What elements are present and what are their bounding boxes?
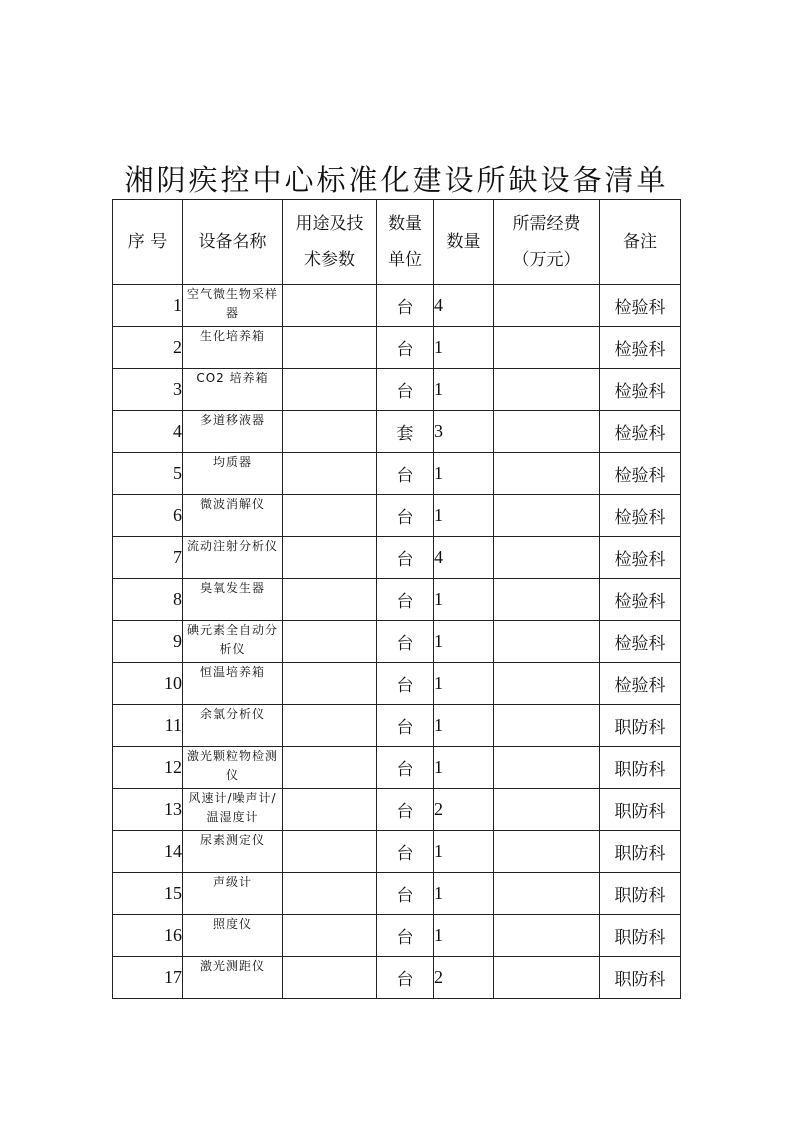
table-row xyxy=(113,579,681,621)
cell-cost xyxy=(494,453,600,495)
cell-unit: 台 xyxy=(377,873,434,915)
cell-cost xyxy=(494,621,600,663)
cell-unit: 台 xyxy=(377,705,434,747)
cell-unit: 台 xyxy=(377,957,434,999)
cell-note: 检验科 xyxy=(600,327,681,369)
cell-unit: 套 xyxy=(377,411,434,453)
cell-name: 风速计/噪声计/温湿度计 xyxy=(183,789,283,831)
header-unit xyxy=(377,200,434,285)
cell-name: 空气微生物采样器 xyxy=(183,285,283,327)
cell-usage xyxy=(283,621,377,663)
cell-qty: 1 xyxy=(434,873,494,915)
cell-name: 激光测距仪 xyxy=(183,957,283,999)
cell-name: 流动注射分析仪 xyxy=(183,537,283,579)
table-row xyxy=(113,369,681,411)
cell-cost xyxy=(494,915,600,957)
cell-cost xyxy=(494,957,600,999)
cell-usage xyxy=(283,327,377,369)
cell-cost xyxy=(494,663,600,705)
cell-usage xyxy=(283,453,377,495)
cell-seq: 15 xyxy=(113,873,183,915)
cell-qty: 1 xyxy=(434,579,494,621)
cell-note: 检验科 xyxy=(600,285,681,327)
cell-unit: 台 xyxy=(377,831,434,873)
table-row xyxy=(113,411,681,453)
cell-unit: 台 xyxy=(377,327,434,369)
header-row xyxy=(113,200,681,285)
cell-name: 碘元素全自动分析仪 xyxy=(183,621,283,663)
cell-cost xyxy=(494,495,600,537)
cell-note: 职防科 xyxy=(600,705,681,747)
cell-name: 均质器 xyxy=(183,453,283,495)
cell-note: 检验科 xyxy=(600,537,681,579)
cell-name: 生化培养箱 xyxy=(183,327,283,369)
cell-usage xyxy=(283,957,377,999)
header-unit-line2: 单位 xyxy=(388,250,422,270)
cell-seq: 11 xyxy=(113,705,183,747)
table-body xyxy=(113,285,681,999)
header-seq: 序 号 xyxy=(113,200,183,285)
cell-cost xyxy=(494,537,600,579)
cell-note: 检验科 xyxy=(600,495,681,537)
cell-unit: 台 xyxy=(377,453,434,495)
table-row xyxy=(113,831,681,873)
cell-name: 恒温培养箱 xyxy=(183,663,283,705)
cell-qty: 2 xyxy=(434,957,494,999)
table-row xyxy=(113,285,681,327)
cell-usage xyxy=(283,663,377,705)
header-unit-line1: 数量 xyxy=(388,214,422,234)
cell-usage xyxy=(283,579,377,621)
cell-cost xyxy=(494,705,600,747)
cell-seq: 17 xyxy=(113,957,183,999)
cell-note: 职防科 xyxy=(600,873,681,915)
cell-cost xyxy=(494,873,600,915)
cell-qty: 1 xyxy=(434,453,494,495)
cell-note: 检验科 xyxy=(600,621,681,663)
cell-unit: 台 xyxy=(377,747,434,789)
cell-seq: 9 xyxy=(113,621,183,663)
cell-qty: 3 xyxy=(434,411,494,453)
cell-name: 微波消解仪 xyxy=(183,495,283,537)
header-cost-line1: 所需经费 xyxy=(512,214,581,234)
cell-qty: 1 xyxy=(434,831,494,873)
cell-name: 声级计 xyxy=(183,873,283,915)
cell-usage xyxy=(283,747,377,789)
cell-seq: 10 xyxy=(113,663,183,705)
cell-usage xyxy=(283,873,377,915)
cell-cost xyxy=(494,789,600,831)
cell-cost xyxy=(494,831,600,873)
table-row xyxy=(113,747,681,789)
cell-cost xyxy=(494,411,600,453)
cell-qty: 1 xyxy=(434,915,494,957)
table-row xyxy=(113,621,681,663)
table-row xyxy=(113,663,681,705)
cell-qty: 2 xyxy=(434,789,494,831)
cell-usage xyxy=(283,789,377,831)
cell-unit: 台 xyxy=(377,285,434,327)
header-cost xyxy=(494,200,600,285)
table-row xyxy=(113,495,681,537)
cell-note: 职防科 xyxy=(600,915,681,957)
cell-qty: 4 xyxy=(434,537,494,579)
cell-qty: 1 xyxy=(434,747,494,789)
cell-usage xyxy=(283,495,377,537)
header-usage xyxy=(283,200,377,285)
cell-name: 多道移液器 xyxy=(183,411,283,453)
table-row xyxy=(113,957,681,999)
cell-unit: 台 xyxy=(377,537,434,579)
cell-qty: 1 xyxy=(434,705,494,747)
cell-note: 检验科 xyxy=(600,411,681,453)
cell-note: 检验科 xyxy=(600,579,681,621)
cell-name: 臭氧发生器 xyxy=(183,579,283,621)
cell-name: 尿素测定仪 xyxy=(183,831,283,873)
table-row xyxy=(113,873,681,915)
cell-seq: 4 xyxy=(113,411,183,453)
cell-seq: 16 xyxy=(113,915,183,957)
cell-unit: 台 xyxy=(377,621,434,663)
cell-usage xyxy=(283,915,377,957)
cell-unit: 台 xyxy=(377,663,434,705)
cell-note: 职防科 xyxy=(600,957,681,999)
cell-qty: 1 xyxy=(434,369,494,411)
table-row xyxy=(113,789,681,831)
cell-name: 激光颗粒物检测仪 xyxy=(183,747,283,789)
cell-unit: 台 xyxy=(377,579,434,621)
table-row xyxy=(113,705,681,747)
header-usage-line1: 用途及技 xyxy=(295,214,364,234)
equipment-table xyxy=(112,199,681,999)
page-title: 湘阴疾控中心标准化建设所缺设备清单 xyxy=(124,163,669,197)
header-name: 设备名称 xyxy=(183,200,283,285)
cell-cost xyxy=(494,285,600,327)
cell-seq: 5 xyxy=(113,453,183,495)
header-usage-line2: 术参数 xyxy=(304,250,355,270)
cell-seq: 1 xyxy=(113,285,183,327)
cell-seq: 14 xyxy=(113,831,183,873)
cell-usage xyxy=(283,369,377,411)
cell-qty: 1 xyxy=(434,495,494,537)
header-note: 备注 xyxy=(600,200,681,285)
table-row xyxy=(113,453,681,495)
cell-unit: 台 xyxy=(377,495,434,537)
cell-note: 检验科 xyxy=(600,663,681,705)
cell-cost xyxy=(494,369,600,411)
cell-seq: 13 xyxy=(113,789,183,831)
cell-note: 职防科 xyxy=(600,831,681,873)
cell-cost xyxy=(494,327,600,369)
cell-note: 检验科 xyxy=(600,453,681,495)
cell-unit: 台 xyxy=(377,915,434,957)
cell-seq: 7 xyxy=(113,537,183,579)
cell-note: 职防科 xyxy=(600,747,681,789)
cell-qty: 1 xyxy=(434,621,494,663)
cell-seq: 6 xyxy=(113,495,183,537)
cell-seq: 12 xyxy=(113,747,183,789)
cell-seq: 3 xyxy=(113,369,183,411)
table-row xyxy=(113,537,681,579)
cell-usage xyxy=(283,285,377,327)
cell-seq: 2 xyxy=(113,327,183,369)
cell-name: CO2 培养箱 xyxy=(183,369,283,411)
cell-seq: 8 xyxy=(113,579,183,621)
cell-unit: 台 xyxy=(377,789,434,831)
header-cost-line2: （万元） xyxy=(512,250,581,270)
cell-usage xyxy=(283,705,377,747)
cell-name: 照度仪 xyxy=(183,915,283,957)
cell-note: 职防科 xyxy=(600,789,681,831)
cell-name: 余氯分析仪 xyxy=(183,705,283,747)
cell-qty: 4 xyxy=(434,285,494,327)
table-row xyxy=(113,915,681,957)
cell-usage xyxy=(283,537,377,579)
cell-cost xyxy=(494,747,600,789)
cell-unit: 台 xyxy=(377,369,434,411)
cell-qty: 1 xyxy=(434,327,494,369)
cell-qty: 1 xyxy=(434,663,494,705)
table-row xyxy=(113,327,681,369)
cell-usage xyxy=(283,411,377,453)
cell-cost xyxy=(494,579,600,621)
cell-note: 检验科 xyxy=(600,369,681,411)
header-qty: 数量 xyxy=(434,200,494,285)
cell-usage xyxy=(283,831,377,873)
